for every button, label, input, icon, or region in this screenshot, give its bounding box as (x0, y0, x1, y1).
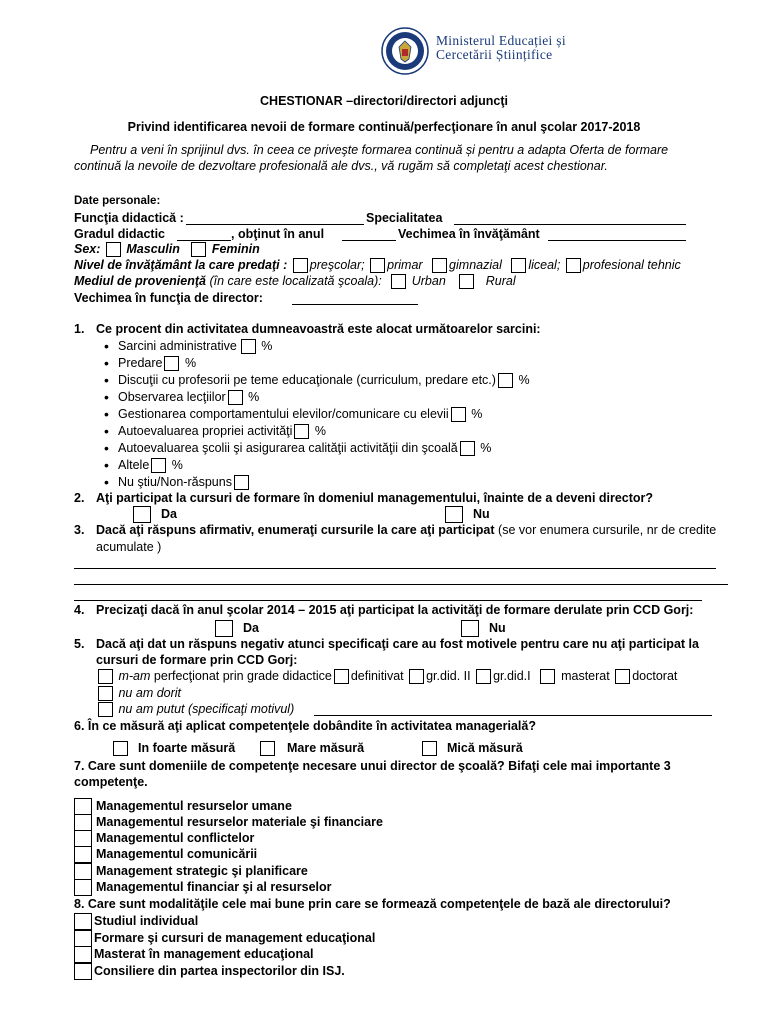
q7-opt-6-label: Managementul financiar şi al resurselor (96, 879, 332, 894)
mediul-note: (în care este localizată şcoala): (209, 274, 382, 288)
q5-grad1-checkbox[interactable] (476, 669, 491, 684)
liceal-checkbox[interactable] (511, 258, 526, 273)
vechimea-inv-field[interactable] (548, 240, 686, 241)
percent-sign: % (171, 458, 183, 472)
q7-opt-5-checkbox[interactable] (74, 863, 92, 880)
q5-text-line-1: Dacă aţi dat un răspuns negativ atunci specificaţi care au fost motivele pentru care nu aţi participat la (96, 637, 699, 651)
q7-opt-3 (74, 830, 254, 847)
q6-opt-3-checkbox[interactable] (422, 741, 437, 756)
urban-checkbox[interactable] (391, 274, 406, 289)
q8-opt-4-checkbox[interactable] (74, 963, 92, 980)
feminin-checkbox[interactable] (191, 242, 206, 257)
q3-text-line-2: acumulate ) (96, 540, 162, 554)
q4-da-label: Da (243, 620, 259, 635)
q3-number: 3. (74, 523, 85, 537)
q7-opt-4 (74, 846, 257, 863)
personal-heading: Date personale: (74, 195, 161, 207)
gradul-label: Gradul didactic (74, 227, 165, 241)
q1-item-6-label: Autoevaluarea propriei activităţi (118, 424, 293, 438)
q1-item-7-label: Autoevaluarea şcolii şi asigurarea calităţii activităţii din şcoală (118, 441, 458, 455)
q7-opt-6 (74, 879, 332, 896)
q1-item-2-label: Predare (118, 356, 163, 370)
q5-masterat-checkbox[interactable] (540, 669, 555, 684)
mediul-row (74, 274, 516, 289)
q1-item-8-label: Altele (118, 458, 150, 472)
q8-heading: 8. Care sunt modalităţile cele mai bune prin care se formează competenţele de bază ale directorului? (74, 897, 671, 911)
gimnazial-label: gimnazial (449, 258, 502, 272)
q5-grad2-label: gr.did. II (426, 669, 471, 683)
q3-answer-line-3[interactable] (74, 600, 702, 601)
liceal-label: liceal; (528, 258, 561, 272)
q8-opt-1-label: Studiul individual (94, 913, 199, 928)
q6-opt-3-row (420, 741, 523, 756)
q7-opt-3-label: Managementul conflictelor (96, 830, 255, 845)
q6-opt-2-checkbox[interactable] (260, 741, 275, 756)
q4-nu-checkbox[interactable] (461, 620, 479, 637)
q5-nu-dorit-checkbox[interactable] (98, 686, 113, 701)
primar-label: primar (387, 258, 423, 272)
nivel-row (74, 258, 681, 273)
percent-sign: % (471, 407, 483, 421)
vechimea-dir-field[interactable] (292, 304, 418, 305)
q6-opt-2-label: Mare măsură (287, 741, 365, 755)
q1-heading (74, 322, 541, 337)
q7-opt-2 (74, 814, 383, 831)
q5-perf-label: perfecţionat prin grade didactice (153, 669, 332, 683)
q5-reasons-row (96, 669, 677, 684)
intro-line-1: Pentru a veni în sprijinul dvs. în ceea ce priveşte formarea continuă și pentru a adapta Oferta de formare (90, 143, 669, 157)
q5-motiv-field[interactable] (314, 715, 712, 716)
q4-da-row (213, 620, 259, 637)
q7-heading-line-1: 7. Care sunt domeniile de competenţe necesare unui director de şcoală? Bifaţi cele mai importante 3 (74, 759, 671, 773)
q2-number: 2. (74, 491, 85, 505)
q1-item-1 (118, 339, 272, 354)
q1-text: Ce procent din activitatea dumneavoastră este alocat următoarelor sarcini: (96, 322, 541, 336)
q3-text-normal: (se vor enumera cursurile, nr de credite (498, 523, 717, 537)
q7-opt-1-checkbox[interactable] (74, 798, 92, 815)
q8-opt-2 (74, 930, 375, 947)
q1-item-8-input[interactable] (151, 458, 166, 473)
q1-item-1-input[interactable] (241, 339, 256, 354)
q1-item-3-input[interactable] (498, 373, 513, 388)
vechimea-dir-label: Vechimea în funcţia de director: (74, 291, 263, 305)
mediul-label: Mediul de provenienţă (74, 274, 206, 288)
q1-item-3 (118, 373, 530, 388)
q4-nu-label: Nu (489, 620, 506, 635)
q5-nu-dorit-label: nu am dorit (118, 686, 182, 700)
q4-text: Precizaţi dacă în anul şcolar 2014 – 2015 aţi participat la activităţi de formare derulate prin CCD Gorj: (96, 603, 694, 617)
q2-da-checkbox[interactable] (133, 506, 151, 523)
q6-heading: 6. În ce măsură aţi aplicat competenţele dobândite în activitatea managerială? (74, 719, 536, 733)
q6-opt-1-label: In foarte măsură (138, 741, 236, 755)
q4-da-checkbox[interactable] (215, 620, 233, 637)
q7-opt-2-checkbox[interactable] (74, 814, 92, 831)
q7-heading-line-2: competenţe. (74, 775, 148, 789)
q5-grad2-checkbox[interactable] (409, 669, 424, 684)
profesional-label: profesional tehnic (582, 258, 681, 272)
q6-opt-1-row (111, 741, 235, 756)
q4-heading (74, 603, 693, 618)
vechimea-inv-label: Vechimea în învăţământ (398, 227, 540, 241)
q8-opt-3-checkbox[interactable] (74, 946, 92, 963)
profesional-checkbox[interactable] (566, 258, 581, 273)
ministry-line-2: Cercetării Științifice (436, 47, 553, 62)
doc-title: CHESTIONAR –directori/directori adjuncţi (260, 94, 508, 108)
rural-checkbox[interactable] (459, 274, 474, 289)
q5-heading (74, 637, 699, 652)
q6-opt-3-label: Mică măsură (447, 741, 523, 755)
q7-opt-4-label: Managementul comunicării (96, 846, 258, 861)
q5-masterat-label: masterat (561, 669, 610, 683)
q5-m-am-label: m-am (118, 669, 151, 683)
ministry-name (436, 34, 566, 62)
q1-item-6 (118, 424, 326, 439)
q7-opt-5-label: Management strategic şi planificare (96, 863, 308, 878)
q5-definitivat-label: definitivat (350, 669, 404, 683)
q2-da-label: Da (161, 506, 177, 521)
feminin-label: Feminin (211, 242, 260, 256)
q1-item-4-input[interactable] (228, 390, 243, 405)
q1-item-8 (118, 458, 183, 473)
q1-item-9-label: Nu ştiu/Non-răspuns (118, 475, 232, 489)
q1-item-9 (118, 475, 251, 490)
q8-opt-3-label: Masterat în management educaţional (94, 946, 314, 961)
q5-nu-putut-checkbox[interactable] (98, 702, 113, 717)
sex-label: Sex: (74, 242, 101, 256)
q3-text-bold: Dacă aţi răspuns afirmativ, enumeraţi cursurile la care aţi participat (96, 523, 495, 537)
q1-item-5-input[interactable] (451, 407, 466, 422)
q3-answer-line-2[interactable] (74, 584, 728, 585)
q1-item-7 (118, 441, 491, 456)
q5-grad1-label: gr.did.I (493, 669, 531, 683)
q5-text-line-2: cursuri de formare prin CCD Gorj: (96, 653, 298, 667)
nivel-label: Nivel de învăţământ la care predaţi : (74, 258, 288, 272)
q5-m-am-checkbox[interactable] (98, 669, 113, 684)
q8-opt-4-label: Consiliere din partea inspectorilor din ISJ. (94, 963, 345, 978)
ministry-line-1: Ministerul Educației și (436, 33, 566, 48)
ministry-crest-logo (381, 27, 429, 75)
q5-nu-dorit-row (96, 686, 181, 701)
q8-opt-3 (74, 946, 314, 963)
q2-text: Aţi participat la cursuri de formare în domeniul managementului, înainte de a deveni director? (96, 491, 654, 505)
q6-opt-1-checkbox[interactable] (113, 741, 128, 756)
q1-item-5 (118, 407, 482, 422)
q5-nu-putut-label: nu am putut (specificaţi motivul) (118, 702, 295, 716)
q7-opt-6-checkbox[interactable] (74, 879, 92, 896)
q3-heading (74, 523, 716, 538)
functia-label: Funcţia didactică : (74, 211, 184, 225)
q2-nu-label: Nu (473, 506, 490, 521)
q1-item-3-label: Discuţii cu profesorii pe teme educaţionale (curriculum, predare etc.) (118, 373, 496, 387)
q5-doctorat-checkbox[interactable] (615, 669, 630, 684)
q4-number: 4. (74, 603, 85, 617)
q5-doctorat-label: doctorat (632, 669, 678, 683)
urban-label: Urban (411, 274, 446, 288)
percent-sign: % (314, 424, 327, 438)
obtinut-field[interactable] (342, 240, 396, 241)
q3-answer-line-1[interactable] (74, 568, 716, 569)
doc-subtitle: Privind identificarea nevoii de formare continuă/perfecţionare în anul şcolar 2017-2018 (127, 120, 641, 134)
q5-number: 5. (74, 637, 85, 651)
masculin-label: Masculin (126, 242, 180, 256)
q7-opt-3-checkbox[interactable] (74, 830, 92, 847)
gradul-field[interactable] (177, 240, 231, 241)
q2-da-row (131, 506, 177, 523)
q7-opt-1-label: Managementul resurselor umane (96, 798, 292, 813)
functia-field[interactable] (186, 224, 364, 225)
q1-item-2-input[interactable] (164, 356, 179, 371)
q1-item-1-label: Sarcini administrative (118, 339, 237, 353)
q7-opt-4-checkbox[interactable] (74, 846, 92, 863)
q8-opt-4 (74, 963, 345, 980)
intro-line-2: continuă la nevoile de dezvoltare profesională ale dvs., vă rugăm să completaţi acest chestionar. (74, 159, 608, 173)
q8-opt-1 (74, 913, 198, 930)
q1-item-6-input[interactable] (294, 424, 309, 439)
q8-opt-1-checkbox[interactable] (74, 913, 92, 930)
specialitatea-label: Specialitatea (366, 211, 443, 225)
q1-item-2 (118, 356, 196, 371)
sex-row (74, 242, 260, 257)
q7-opt-2-label: Managementul resurselor materiale şi financiare (96, 814, 383, 829)
q1-number: 1. (74, 322, 85, 336)
q8-opt-2-checkbox[interactable] (74, 930, 92, 947)
q7-opt-5 (74, 863, 308, 880)
percent-sign: % (184, 356, 197, 370)
percent-sign: % (248, 390, 260, 404)
q7-opt-1 (74, 798, 292, 815)
q4-nu-row (459, 620, 506, 637)
prescolar-checkbox[interactable] (293, 258, 308, 273)
masculin-checkbox[interactable] (106, 242, 121, 257)
percent-sign: % (261, 339, 273, 353)
q5-nu-putut-row (96, 702, 294, 717)
q1-item-4-label: Observarea lecţiilor (118, 390, 226, 404)
q8-opt-2-label: Formare şi cursuri de management educaţional (94, 930, 376, 945)
rural-label: Rural (485, 274, 516, 288)
q5-definitivat-checkbox[interactable] (334, 669, 349, 684)
q2-nu-checkbox[interactable] (445, 506, 463, 523)
percent-sign: % (480, 441, 492, 455)
percent-sign: % (518, 373, 530, 387)
q2-nu-row (443, 506, 490, 523)
primar-checkbox[interactable] (370, 258, 385, 273)
q1-item-7-input[interactable] (460, 441, 475, 456)
obtinut-label: , obţinut în anul (231, 227, 325, 241)
specialitatea-field[interactable] (454, 224, 686, 225)
q6-opt-2-row (258, 741, 364, 756)
prescolar-label: preşcolar; (309, 258, 365, 272)
gimnazial-checkbox[interactable] (432, 258, 447, 273)
q1-item-5-label: Gestionarea comportamentului elevilor/comunicare cu elevii (118, 407, 449, 421)
q1-item-9-input[interactable] (234, 475, 249, 490)
q2-heading (74, 491, 653, 506)
q1-item-4 (118, 390, 259, 405)
